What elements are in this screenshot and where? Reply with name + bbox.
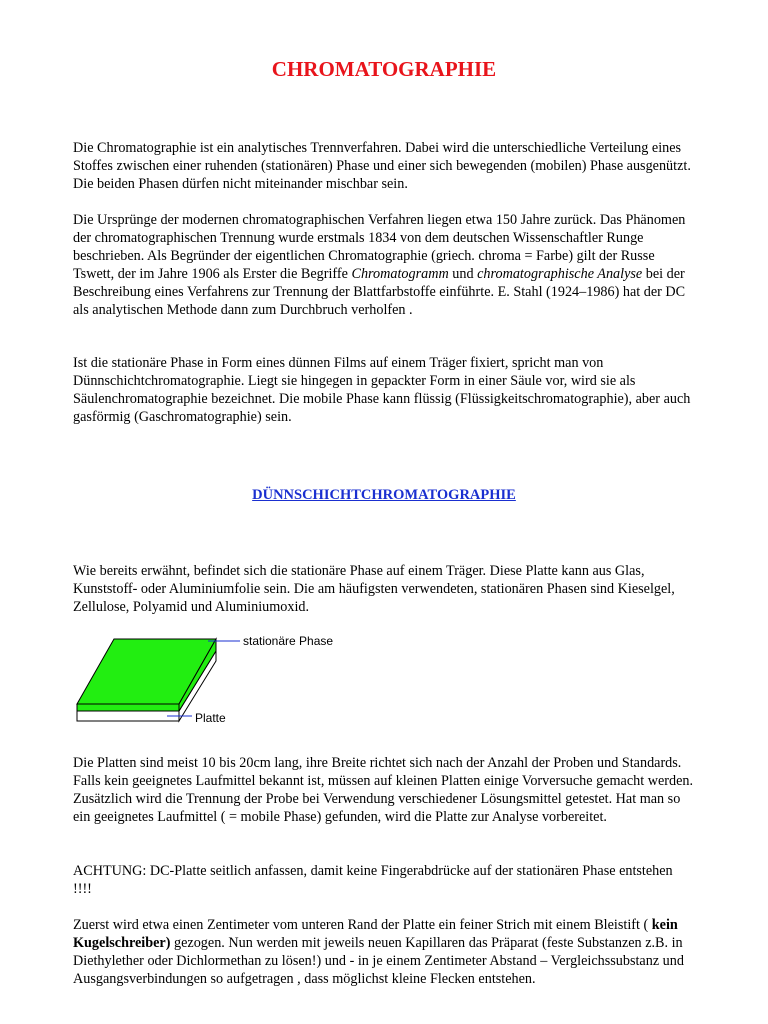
- history-text-part: Die Ursprünge der modernen chromatographischen Verfahren liegen etwa 150 Jahre zurück. Das Phänomen der chromatographischen Trennung wurde erstmals 1834 von dem deutschen Wissenschaftler Runge beschrieben. Als Begründer der eigentlichen Chromatographie (griech. chroma = Farbe) gilt der Russe Tswett, der im Jahre 1906 als Erster die Begriffe: [73, 212, 686, 282]
- history-text-part: bei der Beschreibung eines Verfahrens zur Trennung der Blattfarbstoffe einführte. E. Stahl (1924–1986) hat der DC als analytischen Methode dann zum Durchbruch verholfen .: [73, 266, 686, 318]
- intro-paragraph-types: Ist die stationäre Phase in Form eines dünnen Films auf einem Träger fixiert, spricht man von Dünnschichtchromatographie. Liegt sie hingegen in gepackter Form in einer Säule vor, wird sie als Säulenchromatographie bezeichnet. Die mobile Phase kann flüssig (Flüssigkeitschromatographie), aber auch gasförmig (Gaschromatographie) sein.: [73, 355, 691, 425]
- section-paragraph-plates: Die Platten sind meist 10 bis 20cm lang, ihre Breite richtet sich nach der Anzahl der Proben und Standards. Falls kein geeignetes Laufmittel bekannt ist, müssen auf kleinen Platten einige Vorversuche gemacht werden. Zusätzlich wird die Trennung der Probe bei Verwendung verschiedener Lösungsmittel getestet. Hat man so ein geeignetes Laufmittel ( = mobile Phase) gefunden, wird die Platte zur Analyse vorbereitet.: [73, 755, 694, 825]
- section-paragraph-application: [73, 916, 695, 988]
- bold-note-no-ballpoint: kein Kugelschreiber): [73, 917, 678, 951]
- term-chromatographische-analyse: chromatographische Analyse: [477, 266, 643, 282]
- plate-front-face: [77, 711, 179, 721]
- term-chromatogramm: Chromatogramm: [351, 266, 449, 282]
- label-plate: Platte: [195, 711, 226, 725]
- intro-paragraph-definition: Die Chromatographie ist ein analytisches Trennverfahren. Dabei wird die unterschiedliche Verteilung eines Stoffes zwischen einer ruhenden (stationären) Phase und einer sich bewegenden (mobilen) Phase ausgenützt. Die beiden Phasen dürfen nicht miteinander mischbar sein.: [73, 140, 691, 192]
- section-heading-link[interactable]: DÜNNSCHICHTCHROMATOGRAPHIE: [252, 487, 516, 503]
- label-stationary-phase: stationäre Phase: [243, 634, 334, 648]
- application-text-part: gezogen. Nun werden mit jeweils neuen Kapillaren das Präparat (feste Substanzen z.B. in Diethylether oder Dichlormethan zu lösen!) und - in je einem Zentimeter Abstand – Vergleichssubstanz und Ausgangsverbindungen so aufgetragen , dass möglichst kleine Flecken entstehen.: [73, 935, 684, 987]
- page-title: CHROMATOGRAPHIE: [271, 57, 497, 81]
- application-text-part: Zuerst wird etwa einen Zentimeter vom unteren Rand der Platte ein feiner Strich mit einem Bleistift (: [73, 917, 652, 933]
- stationary-phase-front: [77, 704, 179, 711]
- section-paragraph-carrier: Wie bereits erwähnt, befindet sich die stationäre Phase auf einem Träger. Diese Platte kann aus Glas, Kunststoff- oder Aluminiumfolie sein. Die am häufigsten verwendeten, stationären Phasen sind Kieselgel, Zellulose, Polyamid und Aluminiumoxid.: [73, 563, 675, 615]
- history-text-part: und: [448, 266, 478, 282]
- intro-paragraph-history: [73, 211, 695, 319]
- warning-paragraph: ACHTUNG: DC-Platte seitlich anfassen, damit keine Fingerabdrücke auf der stationären Phase entstehen !!!!: [73, 863, 673, 897]
- tlc-plate-diagram: [70, 630, 370, 730]
